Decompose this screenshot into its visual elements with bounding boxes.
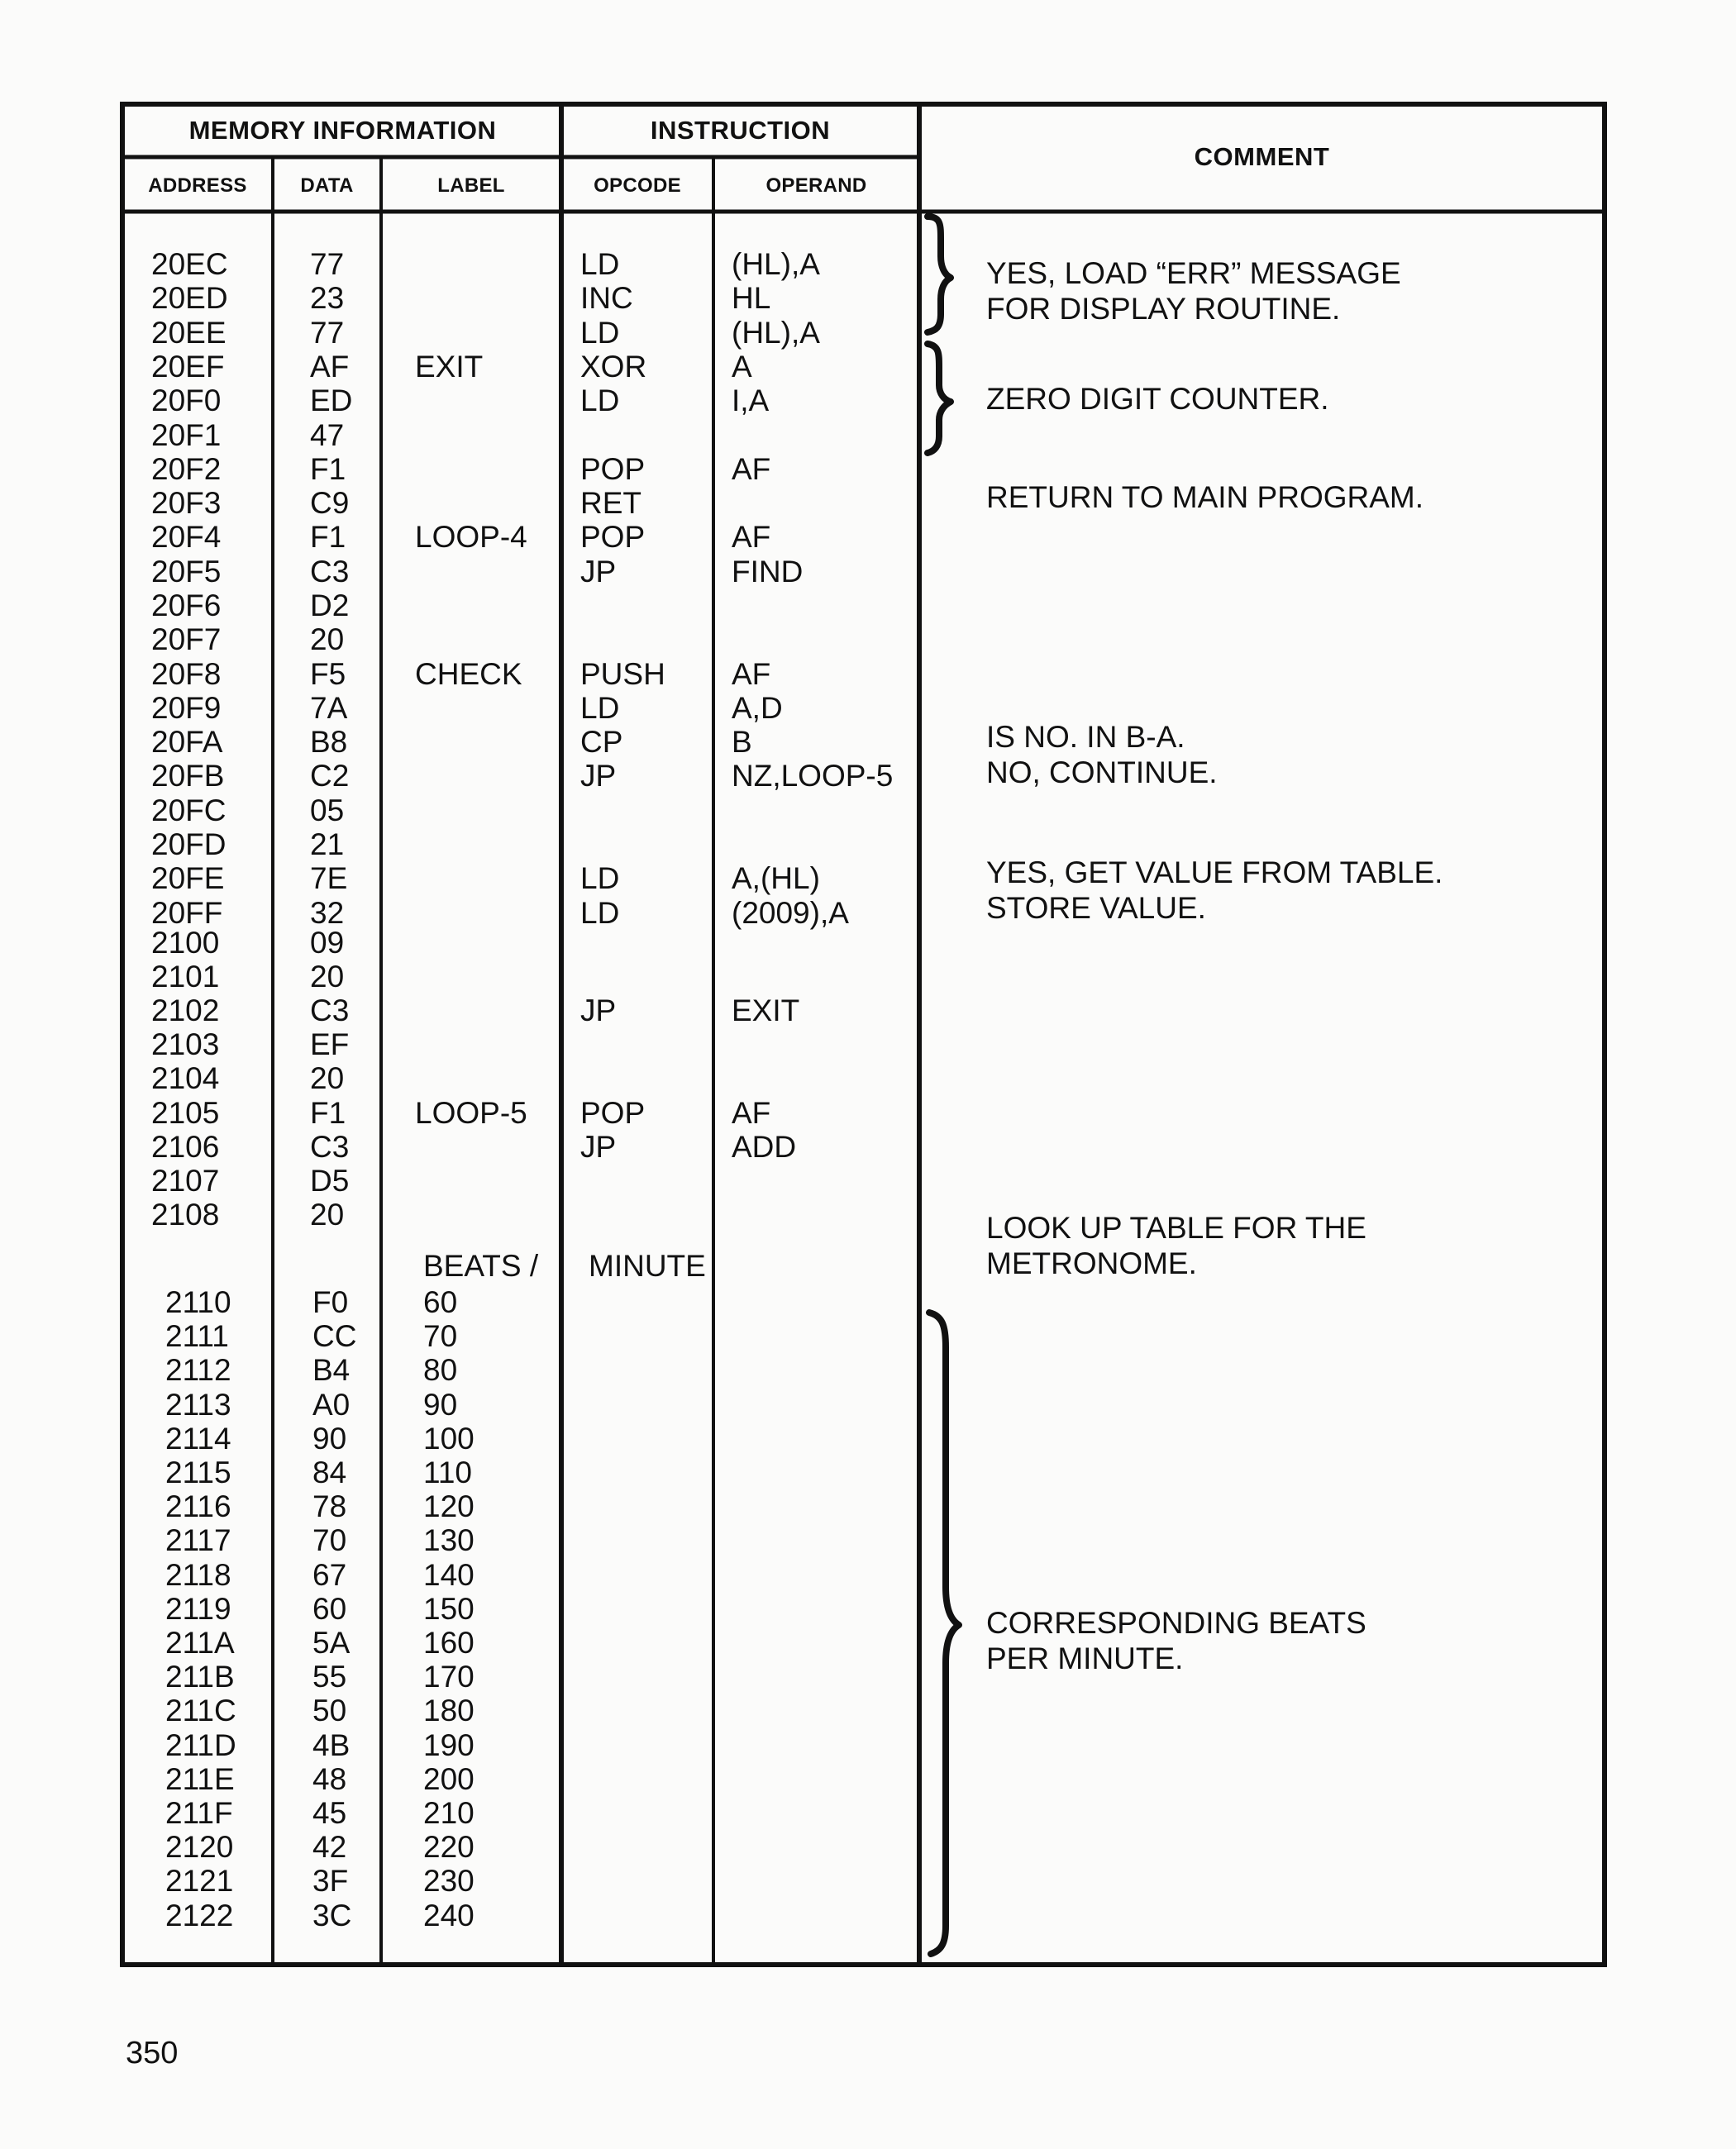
data-cell: C3 — [310, 555, 350, 588]
address-cell: 20FA — [151, 725, 223, 759]
data-cell: A0 — [312, 1388, 351, 1422]
address-cell: 2118 — [165, 1558, 231, 1592]
data-cell: D2 — [310, 588, 350, 622]
table-row — [0, 419, 1736, 452]
operand-cell: (HL),A — [732, 247, 820, 281]
address-cell: 20FE — [151, 861, 225, 895]
label-cell: LOOP-4 — [415, 520, 527, 554]
operand-cell: AF — [732, 520, 771, 554]
table-row — [0, 589, 1736, 622]
data-cell: 7A — [310, 691, 348, 725]
address-cell: 211F — [165, 1796, 233, 1830]
data-cell: F1 — [310, 1096, 346, 1130]
opcode-cell: LD — [580, 691, 620, 725]
data-cell: B8 — [310, 725, 348, 759]
operand-cell: AF — [732, 657, 771, 691]
address-cell: 2105 — [151, 1096, 220, 1130]
label-cell: CHECK — [415, 657, 522, 691]
data-cell: 78 — [312, 1489, 347, 1523]
bpm-cell: 160 — [423, 1626, 475, 1660]
address-cell: 2102 — [151, 993, 220, 1027]
data-cell: 60 — [312, 1592, 347, 1626]
table-row — [0, 692, 1736, 725]
lookup-row — [0, 1797, 1736, 1830]
data-cell: 70 — [312, 1523, 347, 1557]
table-row — [0, 1028, 1736, 1061]
comment-line: CORRESPONDING BEATS — [986, 1606, 1366, 1640]
comment-line: NO, CONTINUE. — [986, 755, 1218, 789]
bpm-cell: 180 — [423, 1694, 475, 1727]
operand-cell: A — [732, 350, 752, 384]
lookup-row — [0, 1389, 1736, 1422]
table-row — [0, 927, 1736, 960]
table-row — [0, 760, 1736, 793]
lookup-row — [0, 1627, 1736, 1660]
address-cell: 211A — [165, 1626, 235, 1660]
address-cell: 20ED — [151, 281, 228, 315]
comment-block — [986, 1210, 1366, 1281]
header-comment: COMMENT — [1194, 142, 1330, 171]
data-cell: 3C — [312, 1899, 352, 1932]
address-cell: 20F0 — [151, 384, 222, 417]
address-cell: 2104 — [151, 1061, 220, 1095]
table-row — [0, 1062, 1736, 1095]
table-row — [0, 726, 1736, 759]
table-row — [0, 487, 1736, 520]
data-cell: C9 — [310, 486, 350, 520]
table-row — [0, 623, 1736, 656]
label-cell: LOOP-5 — [415, 1096, 527, 1130]
address-cell: 20F8 — [151, 657, 222, 691]
page-number: 350 — [126, 2036, 179, 2070]
comment-line: PER MINUTE. — [986, 1642, 1184, 1675]
comment-line: YES, LOAD “ERR” MESSAGE — [986, 256, 1401, 290]
table-row — [0, 453, 1736, 486]
lookup-row — [0, 1899, 1736, 1932]
bpm-cell: 60 — [423, 1285, 458, 1319]
data-cell: 32 — [310, 896, 345, 930]
address-cell: 20FF — [151, 896, 223, 930]
bpm-cell: 90 — [423, 1388, 458, 1422]
table-row — [0, 317, 1736, 350]
opcode-cell: LD — [580, 384, 620, 417]
address-cell: 2116 — [165, 1489, 231, 1523]
table-row — [0, 862, 1736, 895]
table-row — [0, 555, 1736, 588]
data-cell: B4 — [312, 1353, 351, 1387]
operand-cell: EXIT — [732, 993, 800, 1027]
address-cell: 20EC — [151, 247, 228, 281]
data-cell: 47 — [310, 418, 345, 452]
operand-cell: FIND — [732, 555, 804, 588]
address-cell: 20F7 — [151, 622, 222, 656]
header-operand: OPERAND — [765, 174, 867, 197]
operand-cell: I,A — [732, 384, 770, 417]
table-row — [0, 994, 1736, 1027]
table-row — [0, 350, 1736, 384]
data-cell: 4B — [312, 1728, 351, 1762]
bpm-cell: 230 — [423, 1864, 475, 1898]
opcode-cell: JP — [580, 555, 617, 588]
lookup-row — [0, 1422, 1736, 1456]
comment-block — [986, 1605, 1366, 1676]
header-opcode: OPCODE — [594, 174, 681, 197]
comment-block — [986, 381, 1329, 417]
table-row — [0, 282, 1736, 315]
bpm-cell: 190 — [423, 1728, 475, 1762]
bpm-cell: 220 — [423, 1830, 475, 1864]
address-cell: 211D — [165, 1728, 236, 1762]
data-cell: 05 — [310, 793, 345, 827]
lookup-row — [0, 1763, 1736, 1796]
comment-line: ZERO DIGIT COUNTER. — [986, 382, 1329, 416]
operand-cell: AF — [732, 1096, 771, 1130]
data-cell: F5 — [310, 657, 346, 691]
comment-block — [986, 479, 1424, 515]
data-cell: 09 — [310, 926, 345, 960]
address-cell: 20F2 — [151, 452, 222, 486]
opcode-cell: JP — [580, 1130, 617, 1164]
data-cell: 84 — [312, 1456, 347, 1489]
address-cell: 2101 — [151, 960, 220, 993]
lookup-row — [0, 1286, 1736, 1319]
data-cell: 50 — [312, 1694, 347, 1727]
table-row — [0, 658, 1736, 691]
table-row — [0, 828, 1736, 861]
data-cell: C2 — [310, 759, 350, 793]
address-cell: 2108 — [151, 1198, 220, 1232]
address-cell: 2122 — [165, 1899, 234, 1932]
table-row — [0, 794, 1736, 827]
opcode-cell: LD — [580, 861, 620, 895]
opcode-cell: LD — [580, 896, 620, 930]
bpm-cell: 80 — [423, 1353, 458, 1387]
operand-cell: HL — [732, 281, 771, 315]
data-cell: 20 — [310, 960, 345, 993]
data-cell: 23 — [310, 281, 345, 315]
address-cell: 20FC — [151, 793, 227, 827]
address-cell: 2106 — [151, 1130, 220, 1164]
address-cell: 2107 — [151, 1164, 220, 1198]
data-cell: C3 — [310, 1130, 350, 1164]
comment-line: RETURN TO MAIN PROGRAM. — [986, 480, 1424, 514]
bpm-cell: 210 — [423, 1796, 475, 1830]
opcode-cell: JP — [580, 993, 617, 1027]
data-cell: 21 — [310, 827, 345, 861]
comment-line: YES, GET VALUE FROM TABLE. — [986, 855, 1443, 889]
address-cell: 2111 — [165, 1319, 229, 1353]
lookup-row — [0, 1865, 1736, 1898]
bpm-cell: 130 — [423, 1523, 475, 1557]
address-cell: 20F9 — [151, 691, 222, 725]
opcode-cell: INC — [580, 281, 633, 315]
data-cell: EF — [310, 1027, 350, 1061]
opcode-cell: XOR — [580, 350, 647, 384]
bpm-cell: 110 — [423, 1456, 472, 1489]
opcode-cell: POP — [580, 452, 646, 486]
lookup-row — [0, 1559, 1736, 1592]
bpm-cell: 200 — [423, 1762, 475, 1796]
comment-block — [986, 255, 1401, 326]
header-memory-information: MEMORY INFORMATION — [188, 116, 497, 145]
lookup-row — [0, 1456, 1736, 1489]
address-cell: 20F5 — [151, 555, 222, 588]
bpm-cell: 100 — [423, 1422, 475, 1456]
lookup-row — [0, 1524, 1736, 1557]
opcode-cell: PUSH — [580, 657, 665, 691]
data-cell: 77 — [310, 316, 345, 350]
comment-block — [986, 719, 1218, 790]
data-cell: 42 — [312, 1830, 347, 1864]
data-cell: 48 — [312, 1762, 347, 1796]
address-cell: 2103 — [151, 1027, 220, 1061]
comment-line: IS NO. IN B-A. — [986, 720, 1185, 754]
address-cell: 20F3 — [151, 486, 222, 520]
address-cell: 20F6 — [151, 588, 222, 622]
address-cell: 2119 — [165, 1592, 231, 1626]
data-cell: C3 — [310, 993, 350, 1027]
bpm-cell: 240 — [423, 1899, 475, 1932]
comment-line: METRONOME. — [986, 1246, 1197, 1280]
lookup-row — [0, 1831, 1736, 1864]
data-cell: 3F — [312, 1864, 349, 1898]
data-cell: 7E — [310, 861, 348, 895]
address-cell: 20F4 — [151, 520, 222, 554]
address-cell: 20F1 — [151, 418, 222, 452]
data-cell: D5 — [310, 1164, 350, 1198]
address-cell: 2120 — [165, 1830, 234, 1864]
operand-cell: (2009),A — [732, 896, 849, 930]
operand-cell: ADD — [732, 1130, 797, 1164]
header-data: DATA — [300, 174, 354, 197]
address-cell: 2113 — [165, 1388, 231, 1422]
data-cell: 45 — [312, 1796, 347, 1830]
lookup-table-heading — [0, 1250, 1736, 1283]
data-cell: AF — [310, 350, 350, 384]
lookup-row — [0, 1661, 1736, 1694]
table-row — [0, 960, 1736, 993]
data-cell: 20 — [310, 1061, 345, 1095]
data-cell: F1 — [310, 452, 346, 486]
address-cell: 2110 — [165, 1285, 231, 1319]
opcode-cell: POP — [580, 520, 646, 554]
bpm-cell: 120 — [423, 1489, 475, 1523]
operand-cell: A,(HL) — [732, 861, 820, 895]
address-cell: 2115 — [165, 1456, 231, 1489]
opcode-cell: LD — [580, 247, 620, 281]
table-row — [0, 1097, 1736, 1130]
comment-line: LOOK UP TABLE FOR THE — [986, 1211, 1366, 1245]
comment-block — [986, 855, 1443, 926]
data-cell: 55 — [312, 1660, 347, 1694]
data-cell: 20 — [310, 1198, 345, 1232]
data-cell: 20 — [310, 622, 345, 656]
bpm-cell: 150 — [423, 1592, 475, 1626]
data-cell: F1 — [310, 520, 346, 554]
table-row — [0, 1131, 1736, 1164]
lookup-row — [0, 1694, 1736, 1727]
address-cell: 20EE — [151, 316, 227, 350]
address-cell: 211C — [165, 1694, 236, 1727]
operand-cell: NZ,LOOP-5 — [732, 759, 894, 793]
table-row — [0, 1165, 1736, 1198]
data-cell: F0 — [312, 1285, 349, 1319]
data-cell: 67 — [312, 1558, 347, 1592]
opcode-cell: CP — [580, 725, 623, 759]
table-row — [0, 1198, 1736, 1232]
table-row — [0, 384, 1736, 417]
bpm-cell: 70 — [423, 1319, 458, 1353]
table-row — [0, 897, 1736, 930]
data-cell: 77 — [310, 247, 345, 281]
header-address: ADDRESS — [148, 174, 247, 197]
operand-cell: A,D — [732, 691, 783, 725]
operand-cell: (HL),A — [732, 316, 820, 350]
address-cell: 2114 — [165, 1422, 231, 1456]
address-cell: 2121 — [165, 1864, 234, 1898]
operand-cell: AF — [732, 452, 771, 486]
opcode-cell: POP — [580, 1096, 646, 1130]
address-cell: 2112 — [165, 1353, 231, 1387]
address-cell: 2117 — [165, 1523, 231, 1557]
data-cell: CC — [312, 1319, 357, 1353]
lookup-row — [0, 1729, 1736, 1762]
table-row — [0, 521, 1736, 554]
operand-cell: B — [732, 725, 752, 759]
minute-label: MINUTE — [589, 1249, 706, 1283]
header-instruction: INSTRUCTION — [650, 116, 831, 145]
table-row — [0, 248, 1736, 281]
address-cell: 20FD — [151, 827, 227, 861]
lookup-row — [0, 1490, 1736, 1523]
address-cell: 2100 — [151, 926, 220, 960]
opcode-cell: RET — [580, 486, 641, 520]
data-cell: 90 — [312, 1422, 347, 1456]
label-cell: EXIT — [415, 350, 484, 384]
data-cell: ED — [310, 384, 353, 417]
opcode-cell: LD — [580, 316, 620, 350]
opcode-cell: JP — [580, 759, 617, 793]
beats-label: BEATS / — [423, 1249, 539, 1283]
lookup-row — [0, 1320, 1736, 1353]
bpm-cell: 170 — [423, 1660, 475, 1694]
address-cell: 211E — [165, 1762, 235, 1796]
data-cell: 5A — [312, 1626, 351, 1660]
comment-line: FOR DISPLAY ROUTINE. — [986, 292, 1341, 326]
bpm-cell: 140 — [423, 1558, 475, 1592]
lookup-row — [0, 1354, 1736, 1387]
address-cell: 20FB — [151, 759, 225, 793]
address-cell: 211B — [165, 1660, 235, 1694]
comment-line: STORE VALUE. — [986, 891, 1206, 925]
lookup-row — [0, 1593, 1736, 1626]
address-cell: 20EF — [151, 350, 225, 384]
header-label: LABEL — [437, 174, 505, 197]
